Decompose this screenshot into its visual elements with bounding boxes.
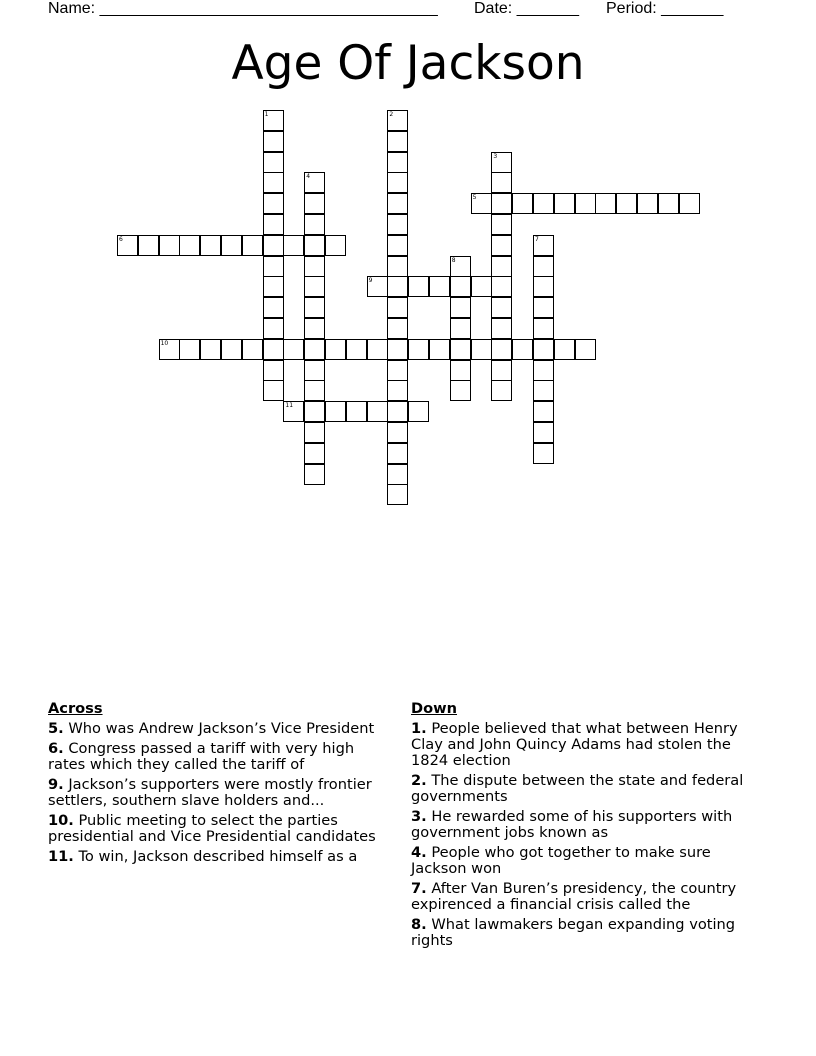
cell-number: 6: [119, 235, 123, 243]
across-clue: [48, 777, 393, 809]
clue-number: 10.: [48, 812, 74, 829]
clue-text: People believed that what between Henry Clay and John Quincy Adams had stolen the 1824 election: [411, 720, 738, 769]
down-clue: [411, 845, 756, 877]
grid-cell[interactable]: [554, 193, 575, 214]
grid-cell[interactable]: [637, 193, 658, 214]
clue-number: 1.: [411, 720, 427, 737]
across-heading: Across: [48, 700, 103, 717]
grid-cell[interactable]: [450, 318, 471, 339]
grid-cell[interactable]: [179, 339, 200, 360]
grid-cell[interactable]: [263, 276, 284, 297]
grid-cell[interactable]: [450, 360, 471, 381]
grid-cell[interactable]: [533, 276, 554, 297]
grid-cell[interactable]: [263, 214, 284, 235]
grid-cell[interactable]: [533, 401, 554, 422]
clue-number: 4.: [411, 844, 427, 861]
grid-cell[interactable]: [367, 401, 388, 422]
grid-cell[interactable]: [325, 235, 346, 256]
across-clue: [48, 813, 393, 845]
cell-number: 8: [451, 256, 456, 264]
clue-text: After Van Buren’s presidency, the country expirenced a financial crisis called the: [411, 880, 737, 913]
grid-cell[interactable]: [263, 360, 284, 381]
grid-cell[interactable]: [221, 339, 242, 360]
grid-cell[interactable]: [387, 318, 408, 339]
grid-cell[interactable]: [450, 297, 471, 318]
grid-cell[interactable]: [429, 339, 450, 360]
across-clue: [48, 721, 393, 737]
grid-cell[interactable]: [616, 193, 637, 214]
grid-cell[interactable]: [491, 172, 512, 193]
page-title: Age Of Jackson: [231, 36, 585, 91]
grid-cell[interactable]: [408, 339, 429, 360]
grid-cell[interactable]: [304, 401, 325, 422]
grid-cell[interactable]: [491, 256, 512, 277]
cell-number: 3: [493, 152, 498, 160]
grid-cell[interactable]: [387, 235, 408, 256]
clue-text: He rewarded some of his supporters with government jobs known as: [411, 808, 733, 841]
grid-cell[interactable]: [533, 297, 554, 318]
grid-cell[interactable]: [304, 297, 325, 318]
grid-cell[interactable]: [533, 380, 554, 401]
cell-number: 5: [472, 194, 477, 202]
grid-cell[interactable]: [304, 235, 325, 256]
grid-cell[interactable]: [325, 401, 346, 422]
grid-cell[interactable]: [387, 464, 408, 485]
across-clue: [48, 741, 393, 773]
grid-cell[interactable]: [491, 193, 512, 214]
grid-cell[interactable]: [304, 318, 325, 339]
down-heading: Down: [411, 700, 458, 717]
grid-cell[interactable]: [387, 152, 408, 173]
down-clue: [411, 809, 756, 841]
grid-cell[interactable]: [387, 339, 408, 360]
cell-number: 4: [306, 173, 311, 181]
grid-cell[interactable]: [429, 276, 450, 297]
grid-cell[interactable]: [387, 193, 408, 214]
grid-cell[interactable]: [658, 193, 679, 214]
grid-cell[interactable]: [304, 380, 325, 401]
grid-cell[interactable]: [304, 360, 325, 381]
grid-cell[interactable]: [491, 214, 512, 235]
grid-cell[interactable]: [491, 276, 512, 297]
grid-cell[interactable]: [304, 339, 325, 360]
grid-cell[interactable]: [554, 339, 575, 360]
down-clues: [411, 701, 756, 953]
grid-cell[interactable]: [491, 318, 512, 339]
grid-cell[interactable]: [471, 339, 492, 360]
grid-cell[interactable]: [242, 339, 263, 360]
grid-cell[interactable]: [263, 339, 284, 360]
clue-number: 7.: [411, 880, 427, 897]
cell-number: 1: [264, 111, 269, 118]
grid-cell[interactable]: [679, 193, 700, 214]
grid-cell[interactable]: [263, 172, 284, 193]
grid-cell[interactable]: [491, 360, 512, 381]
grid-cell[interactable]: [263, 131, 284, 152]
grid-cell[interactable]: [263, 318, 284, 339]
grid-cell[interactable]: [533, 422, 554, 443]
clue-text: Congress passed a tariff with very high rates which they called the tariff of: [48, 740, 355, 773]
grid-cell[interactable]: [533, 318, 554, 339]
grid-cell[interactable]: [450, 276, 471, 297]
grid-cell[interactable]: [387, 297, 408, 318]
grid-cell[interactable]: [387, 276, 408, 297]
grid-cell[interactable]: [491, 339, 512, 360]
crossword-grid: [0, 0, 816, 520]
grid-cell[interactable]: [387, 214, 408, 235]
clue-text: People who got together to make sure Jackson won: [411, 844, 711, 877]
grid-cell[interactable]: [387, 484, 408, 505]
grid-cell[interactable]: [304, 276, 325, 297]
date-field-label: Date: _______: [474, 0, 579, 17]
down-clue: [411, 721, 756, 769]
grid-cell[interactable]: [283, 339, 304, 360]
clue-number: 6.: [48, 740, 64, 757]
grid-cell[interactable]: [138, 235, 159, 256]
grid-cell[interactable]: [200, 339, 221, 360]
period-field-label: Period: _______: [606, 0, 724, 17]
clue-text: To win, Jackson described himself as a: [78, 848, 358, 865]
grid-cell[interactable]: [304, 443, 325, 464]
grid-cell[interactable]: [304, 256, 325, 277]
grid-cell[interactable]: [387, 360, 408, 381]
cell-number: 9: [368, 277, 373, 285]
grid-cell[interactable]: [387, 443, 408, 464]
clue-number: 3.: [411, 808, 427, 825]
grid-cell[interactable]: [533, 256, 554, 277]
grid-cell[interactable]: [159, 235, 180, 256]
grid-cell[interactable]: [221, 235, 242, 256]
grid-cell[interactable]: [471, 276, 492, 297]
name-field-label: Name: ______________________________________: [48, 0, 438, 17]
grid-cell[interactable]: [491, 297, 512, 318]
grid-cell[interactable]: [408, 276, 429, 297]
grid-cell[interactable]: [533, 193, 554, 214]
grid-cell[interactable]: [450, 380, 471, 401]
cell-number: 10: [160, 339, 169, 347]
across-clues: [48, 701, 393, 869]
grid-cell[interactable]: [304, 214, 325, 235]
clue-text: What lawmakers began expanding voting rights: [411, 916, 736, 949]
grid-cell[interactable]: [512, 339, 533, 360]
grid-cell[interactable]: [304, 422, 325, 443]
grid-cell[interactable]: [491, 235, 512, 256]
grid-cell[interactable]: [263, 256, 284, 277]
grid-cell[interactable]: [575, 339, 596, 360]
grid-cell[interactable]: [387, 172, 408, 193]
grid-cell[interactable]: [263, 235, 284, 256]
grid-cell[interactable]: [533, 443, 554, 464]
grid-cell[interactable]: [533, 360, 554, 381]
grid-cell[interactable]: [408, 401, 429, 422]
grid-cell[interactable]: [575, 193, 596, 214]
cell-number: 7: [535, 235, 539, 243]
grid-cell[interactable]: [325, 339, 346, 360]
down-clue: [411, 773, 756, 805]
grid-cell[interactable]: [263, 152, 284, 173]
grid-cell[interactable]: [450, 339, 471, 360]
grid-cell[interactable]: [263, 380, 284, 401]
clue-text: Who was Andrew Jackson’s Vice President: [68, 720, 375, 737]
grid-cell[interactable]: [533, 339, 554, 360]
grid-cell[interactable]: [346, 339, 367, 360]
grid-cell[interactable]: [263, 193, 284, 214]
grid-cell[interactable]: [304, 193, 325, 214]
down-clue: [411, 917, 756, 949]
grid-cell[interactable]: [491, 380, 512, 401]
grid-cell[interactable]: [263, 297, 284, 318]
grid-cell[interactable]: [595, 193, 616, 214]
clue-number: 8.: [411, 916, 427, 933]
grid-cell[interactable]: [283, 235, 304, 256]
grid-cell[interactable]: [367, 339, 388, 360]
down-clue: [411, 881, 756, 913]
grid-cell[interactable]: [512, 193, 533, 214]
clue-number: 9.: [48, 776, 64, 793]
grid-cell[interactable]: [179, 235, 200, 256]
grid-cell[interactable]: [200, 235, 221, 256]
grid-cell[interactable]: [387, 131, 408, 152]
clue-number: 5.: [48, 720, 64, 737]
grid-cell[interactable]: [346, 401, 367, 422]
grid-cell[interactable]: [304, 464, 325, 485]
cell-number: 11: [285, 402, 294, 410]
clue-text: Jackson’s supporters were mostly frontier settlers, southern slave holders and...: [48, 776, 372, 809]
grid-cell[interactable]: [387, 256, 408, 277]
across-clue: [48, 849, 393, 865]
clue-number: 2.: [411, 772, 427, 789]
clue-text: Public meeting to select the parties presidential and Vice Presidential candidates: [48, 812, 376, 845]
grid-cell[interactable]: [387, 401, 408, 422]
clue-text: The dispute between the state and federal governments: [411, 772, 744, 805]
grid-cell[interactable]: [242, 235, 263, 256]
clue-number: 11.: [48, 848, 74, 865]
cell-number: 2: [389, 111, 394, 118]
grid-cell[interactable]: [387, 380, 408, 401]
grid-cell[interactable]: [387, 422, 408, 443]
